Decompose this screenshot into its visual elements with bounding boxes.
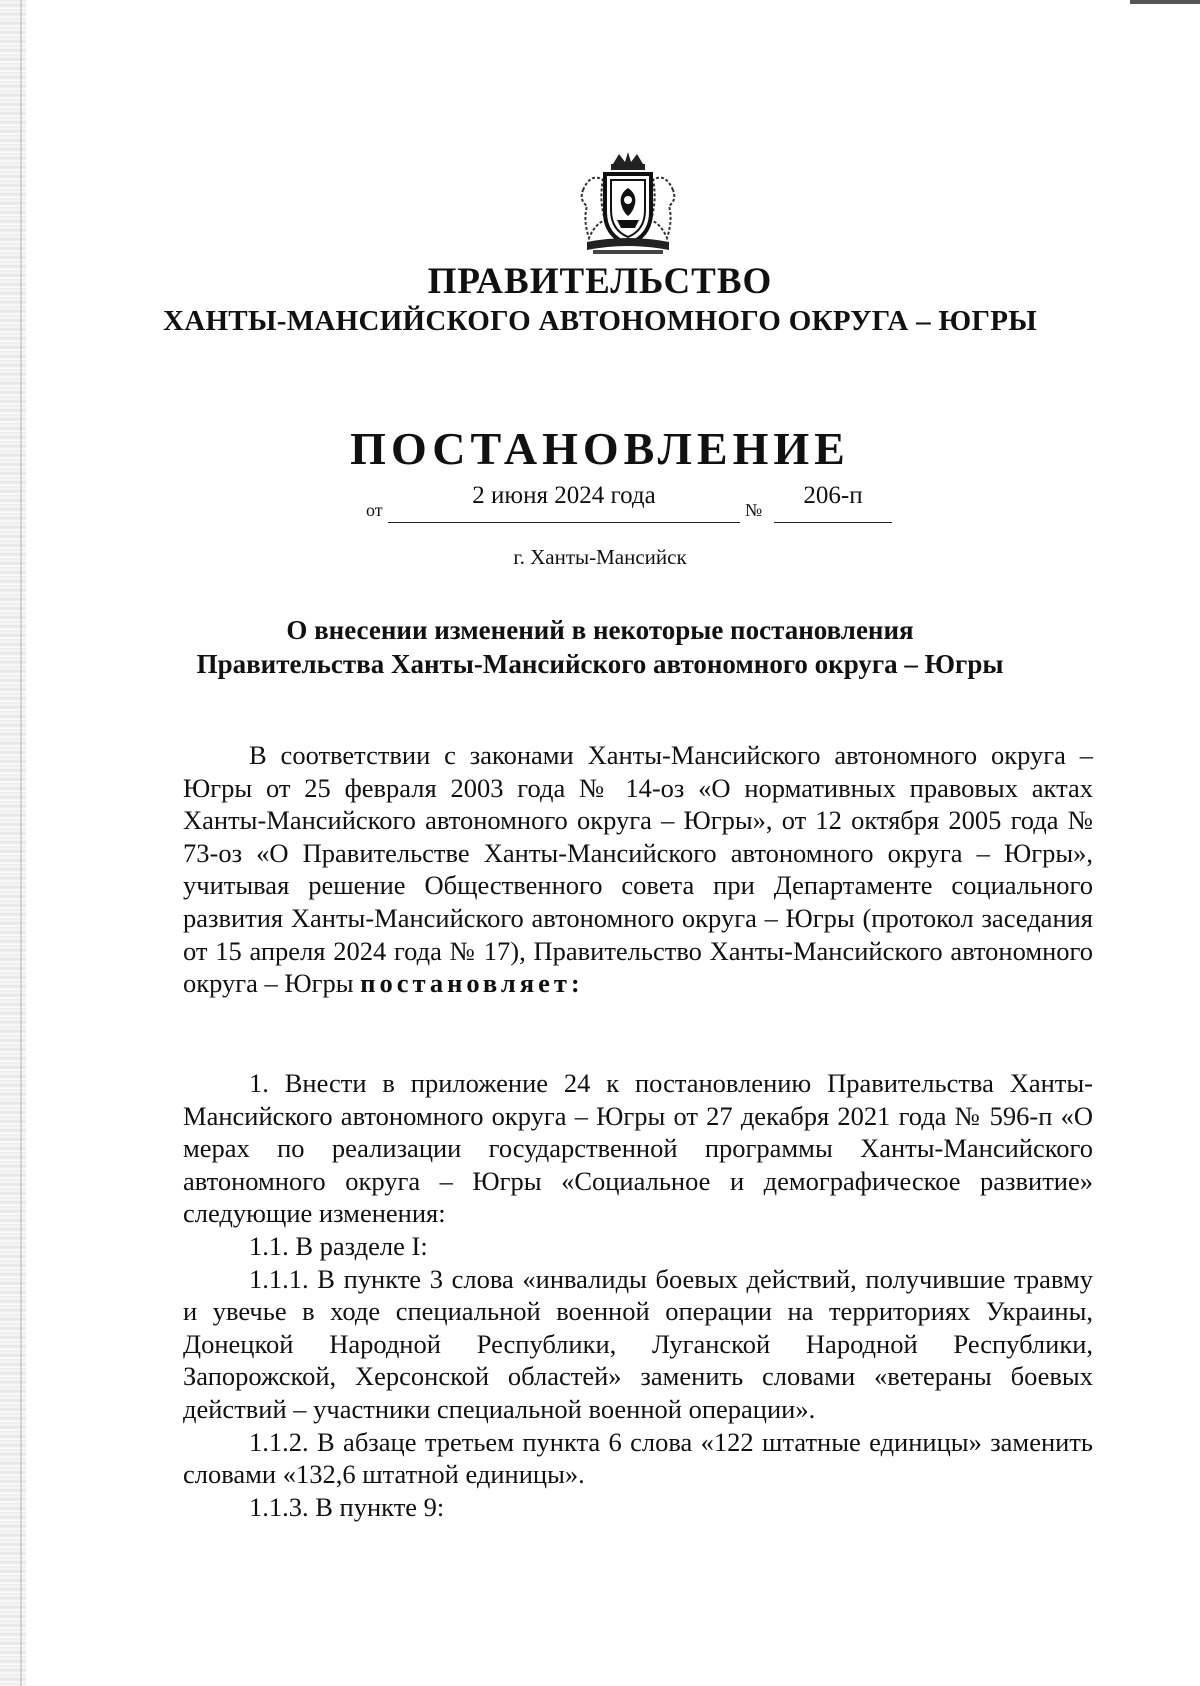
preamble-text: В соответствии с законами Ханты-Мансийского автономного округа – Югры от 25 февраля 2003 года № 14-оз «О нормативных правовых актах Ханты-Мансийского автономного округа – Югры», от 12 октября 2005 года № 73-оз «О Правительстве Ханты-Мансийского автономного округа – Югры», учитывая решение Общественного совета при Департаменте социального развития Ханты-Мансийского автономного округа – Югры (протокол заседания от 15 апреля 2024 года № 17), Правительство Ханты-Мансийского автономного округа – Югры xyxy=(183,740,1093,999)
document-date: 2 июня 2024 года xyxy=(472,482,656,509)
date-underline xyxy=(388,522,740,523)
preamble-paragraph xyxy=(183,739,1093,1000)
decree-word: постановляет: xyxy=(360,968,584,999)
scan-edge-artifact xyxy=(0,0,26,1686)
corner-mark xyxy=(1130,0,1200,4)
coat-of-arms-icon xyxy=(573,150,683,258)
subject-line-1: О внесении изменений в некоторые постановления xyxy=(286,615,914,645)
document-subject xyxy=(150,613,1050,681)
item-1: 1. Внести в приложение 24 к постановлению Правительства Ханты-Мансийского автономного округа – Югры от 27 декабря 2021 года № 596-п «О мерах по реализации государственной программы Ханты-Мансийского автономного округа – Югры «Социальное и демографическое развитие» следующие изменения: xyxy=(183,1068,1093,1229)
number-underline xyxy=(774,522,892,523)
item-1-1: 1.1. В разделе I: xyxy=(249,1230,428,1261)
document-meta xyxy=(0,478,1200,528)
item-1-1-3: 1.1.3. В пункте 9: xyxy=(249,1491,445,1522)
document-type: ПОСТАНОВЛЕНИЕ xyxy=(350,423,850,474)
document-number: 206-п xyxy=(803,482,863,509)
date-prefix: от xyxy=(366,500,383,520)
government-title: ПРАВИТЕЛЬСТВО xyxy=(427,261,773,302)
item-1-1-2: 1.1.2. В абзаце третьем пункта 6 слова «122 штатные единицы» заменить словами «132,6 штатной единицы». xyxy=(183,1426,1093,1490)
city: г. Ханты-Мансийск xyxy=(513,545,687,569)
subject-line-2: Правительства Ханты-Мансийского автономного округа – Югры xyxy=(196,649,1004,679)
document-body xyxy=(183,739,1093,1000)
document-items xyxy=(183,1067,1093,1523)
region-title: ХАНТЫ-МАНСИЙСКОГО АВТОНОМНОГО ОКРУГА – ЮГРЫ xyxy=(162,305,1038,337)
item-1-1-1: 1.1.1. В пункте 3 слова «инвалиды боевых действий, получившие травму и увечье в ходе специальной военной операции на территориях Украины, Донецкой Народной Республики, Луганской Народной Республики, Запорожской, Херсонской областей» заменить словами «ветераны боевых действий – участники специальной военной операции». xyxy=(183,1263,1093,1424)
number-sign: № xyxy=(745,500,763,520)
scan-edge-line xyxy=(20,0,22,1686)
